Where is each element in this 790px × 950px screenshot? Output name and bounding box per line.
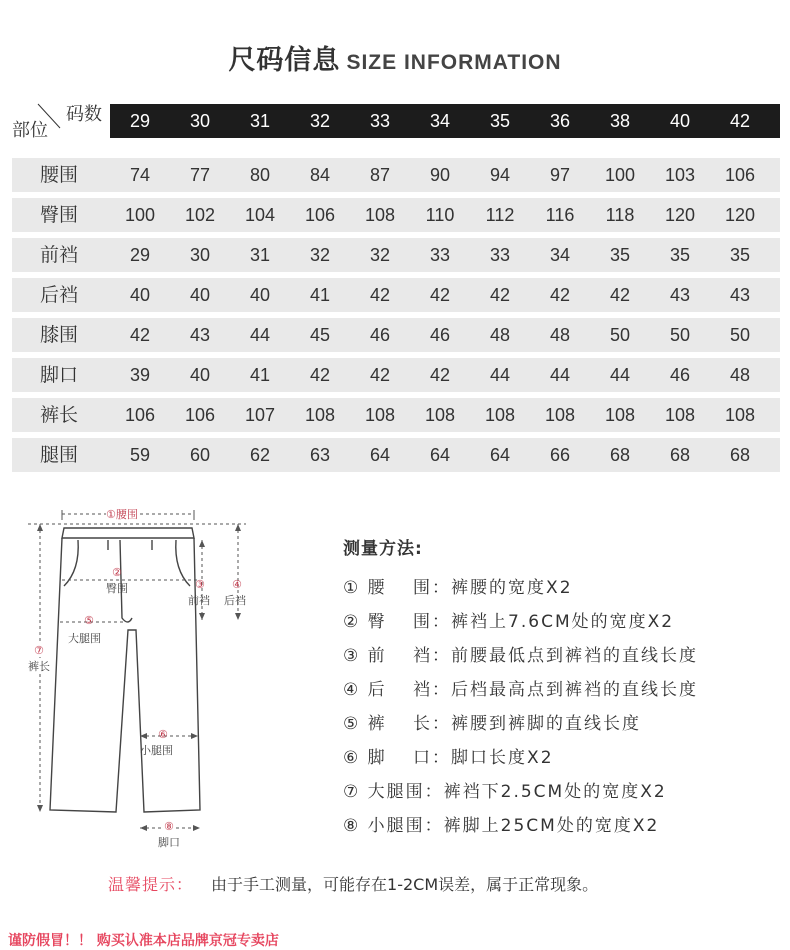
table-cell: 45 <box>309 325 331 345</box>
figure-label-front-rise-num: ③ <box>195 578 205 591</box>
table-cell: 40 <box>189 285 211 305</box>
table-cell: 104 <box>244 205 276 225</box>
table-cell: 60 <box>189 445 211 465</box>
method-line: ② 臀 围：裤裆上7.6CM处的宽度X2 <box>343 612 675 632</box>
table-cell: 74 <box>129 165 151 185</box>
table-cell: 120 <box>664 205 696 225</box>
table-cell: 118 <box>605 205 635 225</box>
table-cell: 31 <box>249 245 271 265</box>
table-cell: 120 <box>724 205 756 225</box>
table-cell: 48 <box>489 325 511 345</box>
table-cell: 44 <box>549 365 571 385</box>
title-en: SIZE INFORMATION <box>346 51 562 74</box>
pants-measurement-diagram <box>20 500 260 860</box>
table-cell: 80 <box>249 165 271 185</box>
table-cell: 106 <box>304 205 336 225</box>
table-cell: 116 <box>545 205 575 225</box>
row-label: 臀围 <box>40 204 79 226</box>
method-line: ① 腰 围：裤腰的宽度X2 <box>343 578 573 598</box>
size-header-cell: 33 <box>369 111 391 131</box>
table-cell: 33 <box>489 245 511 265</box>
table-cell: 64 <box>429 445 451 465</box>
method-line: ⑧ 小腿围：裤脚上25CM处的宽度X2 <box>343 816 660 836</box>
table-cell: 43 <box>729 285 751 305</box>
table-cell: 64 <box>369 445 391 465</box>
table-row <box>12 278 780 312</box>
methods-title: 测量方法: <box>343 539 423 559</box>
table-cell: 43 <box>189 325 211 345</box>
row-label: 腿围 <box>40 444 79 466</box>
table-cell: 44 <box>249 325 271 345</box>
table-cell: 39 <box>129 365 151 385</box>
size-header-cell: 32 <box>309 111 331 131</box>
table-cell: 29 <box>129 245 151 265</box>
figure-label-length-num: ⑦ <box>34 644 44 657</box>
table-row <box>12 398 780 432</box>
table-cell: 90 <box>429 165 451 185</box>
table-cell: 40 <box>189 365 211 385</box>
table-cell: 68 <box>609 445 631 465</box>
table-cell: 110 <box>425 205 455 225</box>
figure-label-calf: 小腿围 <box>140 744 173 757</box>
table-row <box>12 358 780 392</box>
tip-text: 由于手工测量，可能存在1-2CM误差，属于正常现象。 <box>211 875 599 894</box>
table-cell: 41 <box>309 285 331 305</box>
table-cell: 42 <box>429 285 451 305</box>
table-cell: 108 <box>544 405 576 425</box>
table-cell: 108 <box>424 405 456 425</box>
row-label: 膝围 <box>40 324 79 346</box>
table-cell: 59 <box>129 445 151 465</box>
table-cell: 64 <box>489 445 511 465</box>
table-cell: 41 <box>249 365 271 385</box>
page-title <box>0 38 790 77</box>
row-label: 脚口 <box>40 364 79 386</box>
size-header-cell: 29 <box>129 111 151 131</box>
method-line: ⑦ 大腿围：裤裆下2.5CM处的宽度X2 <box>343 782 667 802</box>
figure-label-hip-num: ② <box>112 566 122 579</box>
table-cell: 100 <box>124 205 156 225</box>
row-label: 腰围 <box>40 164 79 186</box>
table-row <box>12 198 780 232</box>
table-cell: 50 <box>669 325 691 345</box>
table-cell: 103 <box>664 165 696 185</box>
table-cell: 40 <box>129 285 151 305</box>
table-cell: 107 <box>244 405 276 425</box>
figure-label-front-rise: 前裆 <box>188 594 210 607</box>
table-row <box>12 238 780 272</box>
table-cell: 77 <box>189 165 211 185</box>
table-cell: 44 <box>489 365 511 385</box>
table-cell: 35 <box>669 245 691 265</box>
table-cell: 106 <box>724 165 756 185</box>
table-cell: 46 <box>429 325 451 345</box>
table-row <box>12 158 780 192</box>
table-cell: 50 <box>609 325 631 345</box>
figure-label-hem-num: ⑧ <box>164 820 174 833</box>
table-cell: 48 <box>729 365 751 385</box>
table-cell: 100 <box>604 165 636 185</box>
table-corner-cell <box>10 100 110 142</box>
measurement-methods <box>343 534 698 845</box>
table-cell: 48 <box>549 325 571 345</box>
table-cell: 43 <box>669 285 691 305</box>
size-header-cell: 31 <box>249 111 271 131</box>
table-cell: 32 <box>309 245 331 265</box>
size-header-cell: 36 <box>549 111 571 131</box>
size-header-row <box>110 104 780 138</box>
figure-label-thigh-num: ⑤ <box>84 614 94 627</box>
table-cell: 50 <box>729 325 751 345</box>
table-cell: 108 <box>664 405 696 425</box>
figure-label-length: 裤长 <box>28 660 50 673</box>
table-cell: 42 <box>369 285 391 305</box>
size-header-cell: 38 <box>609 111 631 131</box>
table-cell: 42 <box>129 325 151 345</box>
method-line: ⑥ 脚 口：脚口长度X2 <box>343 748 554 768</box>
table-row <box>12 318 780 352</box>
counterfeit-warning: 谨防假冒！！ 购买认准本店品牌京冠专卖店 <box>8 933 279 949</box>
size-header-cell: 40 <box>669 111 691 131</box>
table-cell: 112 <box>485 205 515 225</box>
warm-tip <box>108 872 598 895</box>
table-cell: 68 <box>729 445 751 465</box>
method-line: ③ 前 裆：前腰最低点到裤裆的直线长度 <box>343 646 699 666</box>
table-cell: 97 <box>549 165 571 185</box>
table-cell: 42 <box>369 365 391 385</box>
size-header-cell: 35 <box>489 111 511 131</box>
table-cell: 42 <box>309 365 331 385</box>
table-cell: 33 <box>429 245 451 265</box>
table-cell: 87 <box>369 165 391 185</box>
figure-label-back-rise-num: ④ <box>232 578 242 591</box>
table-cell: 94 <box>489 165 511 185</box>
table-cell: 63 <box>309 445 331 465</box>
table-cell: 108 <box>364 405 396 425</box>
table-cell: 84 <box>309 165 331 185</box>
table-cell: 68 <box>669 445 691 465</box>
method-line: ④ 后 裆：后档最高点到裤裆的直线长度 <box>343 680 699 700</box>
row-label: 裤长 <box>40 404 79 426</box>
figure-label-waist: ①腰围 <box>106 508 138 521</box>
table-cell: 44 <box>609 365 631 385</box>
corner-part-label: 部位 <box>12 120 48 141</box>
table-cell: 46 <box>669 365 691 385</box>
table-cell: 102 <box>184 205 216 225</box>
table-cell: 35 <box>729 245 751 265</box>
table-cell: 106 <box>184 405 216 425</box>
figure-label-hip: 臀围 <box>106 582 128 595</box>
table-cell: 108 <box>304 405 336 425</box>
row-label: 前裆 <box>40 244 79 266</box>
table-cell: 42 <box>549 285 571 305</box>
table-cell: 108 <box>604 405 636 425</box>
figure-label-hem: 脚口 <box>158 836 180 849</box>
row-label: 后裆 <box>40 284 79 306</box>
method-line: ⑤ 裤 长：裤腰到裤脚的直线长度 <box>343 714 642 734</box>
table-cell: 34 <box>549 245 571 265</box>
figure-label-calf-num: ⑥ <box>158 728 168 741</box>
table-cell: 42 <box>429 365 451 385</box>
table-cell: 40 <box>249 285 271 305</box>
table-cell: 106 <box>124 405 156 425</box>
table-cell: 42 <box>489 285 511 305</box>
table-cell: 32 <box>369 245 391 265</box>
title-cn: 尺码信息 <box>228 45 341 76</box>
table-cell: 108 <box>724 405 756 425</box>
table-cell: 30 <box>189 245 211 265</box>
table-cell: 62 <box>249 445 271 465</box>
table-cell: 66 <box>549 445 571 465</box>
size-header-cell: 42 <box>729 111 751 131</box>
corner-size-label: 码数 <box>66 104 102 125</box>
table-cell: 108 <box>484 405 516 425</box>
table-cell: 108 <box>364 205 396 225</box>
tip-label: 温馨提示： <box>108 875 194 894</box>
table-cell: 35 <box>609 245 631 265</box>
pants-outline-drawing <box>20 500 260 860</box>
size-header-cell: 30 <box>189 111 211 131</box>
figure-label-back-rise: 后裆 <box>224 594 246 607</box>
figure-label-thigh: 大腿围 <box>68 632 101 645</box>
table-row <box>12 438 780 472</box>
table-cell: 46 <box>369 325 391 345</box>
table-cell: 42 <box>609 285 631 305</box>
size-header-cell: 34 <box>429 111 451 131</box>
